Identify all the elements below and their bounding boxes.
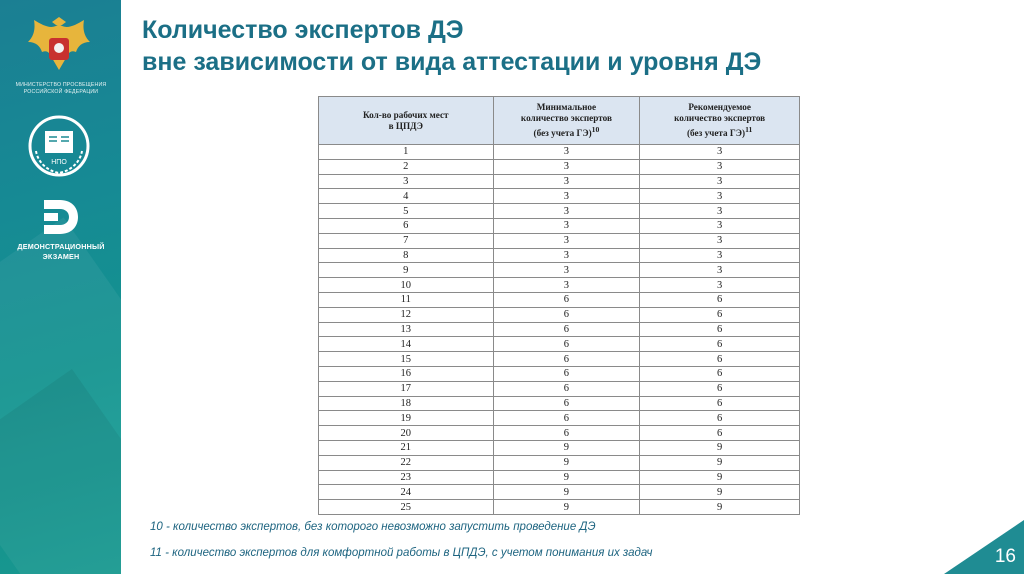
title-line: Количество экспертов ДЭ [142,16,464,44]
cell-min-experts: 3 [493,218,640,233]
table-row [319,248,800,263]
cell-min-experts: 3 [493,159,640,174]
cell-workplaces: 22 [319,455,494,470]
cell-min-experts: 3 [493,278,640,293]
ministry-line: МИНИСТЕРСТВО ПРОСВЕЩЕНИЯ [15,82,107,88]
table-row [319,159,800,174]
cell-workplaces: 1 [319,145,494,160]
cell-workplaces: 12 [319,307,494,322]
cell-recommended-experts: 9 [640,440,800,455]
cell-workplaces: 11 [319,292,494,307]
page-number: 16 [994,546,1016,567]
cell-workplaces: 24 [319,485,494,500]
experts-table-container [318,96,800,514]
header-min-experts: Минимальное количество экспертов (без учета ГЭ)$^{10}$ [493,97,640,145]
table-row [319,145,800,160]
cell-recommended-experts: 3 [640,233,800,248]
de-logo-icon [40,198,80,236]
footnote-11: 11 - количество экспертов для комфортной работы в ЦПДЭ, с учетом понимания их задач [150,547,653,559]
de-line: ЭКЗАМЕН [42,252,80,261]
cell-workplaces: 25 [319,500,494,515]
table-row [319,426,800,441]
cell-workplaces: 2 [319,159,494,174]
table-row [319,278,800,293]
cell-recommended-experts: 3 [640,248,800,263]
footnote-10: 10 - количество экспертов, без которого невозможно запустить проведение ДЭ [150,521,596,533]
table-row [319,500,800,515]
cell-workplaces: 18 [319,396,494,411]
footnotes [150,520,930,572]
cell-min-experts: 6 [493,381,640,396]
cell-workplaces: 13 [319,322,494,337]
table-row [319,337,800,352]
cell-recommended-experts: 9 [640,455,800,470]
cell-recommended-experts: 3 [640,278,800,293]
cell-min-experts: 6 [493,411,640,426]
cell-min-experts: 3 [493,189,640,204]
de-line: ДЕМОНСТРАЦИОННЫЙ [17,242,105,251]
table-row [319,352,800,367]
cell-workplaces: 14 [319,337,494,352]
table-row [319,470,800,485]
cell-workplaces: 10 [319,278,494,293]
cell-workplaces: 9 [319,263,494,278]
cell-recommended-experts: 9 [640,485,800,500]
cell-recommended-experts: 6 [640,426,800,441]
cell-min-experts: 6 [493,426,640,441]
table-row [319,263,800,278]
cell-recommended-experts: 3 [640,174,800,189]
cell-recommended-experts: 3 [640,204,800,219]
cell-recommended-experts: 9 [640,500,800,515]
cell-recommended-experts: 3 [640,218,800,233]
table-row [319,189,800,204]
cell-workplaces: 15 [319,352,494,367]
cell-min-experts: 6 [493,292,640,307]
cell-min-experts: 6 [493,396,640,411]
cell-min-experts: 9 [493,440,640,455]
title-line: вне зависимости от вида аттестации и уровня ДЭ [142,48,762,76]
cell-recommended-experts: 6 [640,396,800,411]
cell-min-experts: 9 [493,455,640,470]
table-row [319,292,800,307]
table-row [319,366,800,381]
cell-min-experts: 9 [493,470,640,485]
de-caption [4,242,118,262]
ministry-caption [4,82,118,95]
table-row [319,204,800,219]
cell-workplaces: 16 [319,366,494,381]
cell-workplaces: 17 [319,381,494,396]
cell-workplaces: 5 [319,204,494,219]
cell-workplaces: 20 [319,426,494,441]
cell-min-experts: 6 [493,337,640,352]
cell-min-experts: 3 [493,263,640,278]
cell-min-experts: 3 [493,248,640,263]
cell-min-experts: 9 [493,485,640,500]
table-row [319,218,800,233]
table-row [319,396,800,411]
table-body [319,145,800,515]
cell-min-experts: 3 [493,204,640,219]
ministry-line: РОССИЙСКОЙ ФЕДЕРАЦИИ [23,88,99,95]
cell-min-experts: 6 [493,352,640,367]
cell-recommended-experts: 6 [640,322,800,337]
cell-min-experts: 3 [493,233,640,248]
cell-recommended-experts: 6 [640,366,800,381]
table-header-row [319,97,800,145]
header-workplaces: Кол-во рабочих мест в ЦПДЭ [319,97,494,145]
cell-recommended-experts: 6 [640,411,800,426]
cell-recommended-experts: 6 [640,352,800,367]
table-row [319,233,800,248]
page-number-badge [944,520,1024,574]
table-row [319,322,800,337]
cell-min-experts: 9 [493,500,640,515]
cell-workplaces: 4 [319,189,494,204]
experts-table [318,96,800,515]
cell-min-experts: 6 [493,322,640,337]
cell-recommended-experts: 6 [640,307,800,322]
table-row [319,174,800,189]
slide-title [142,14,1002,78]
cell-workplaces: 19 [319,411,494,426]
cell-recommended-experts: 3 [640,159,800,174]
table-row [319,307,800,322]
npo-logo-icon [24,111,94,181]
npo-label: НПО [51,159,67,166]
cell-min-experts: 3 [493,145,640,160]
cell-recommended-experts: 6 [640,381,800,396]
cell-recommended-experts: 6 [640,337,800,352]
cell-min-experts: 6 [493,307,640,322]
header-recommended-experts: Рекомендуемое количество экспертов (без учета ГЭ)$^{11}$ [640,97,800,145]
sidebar [0,0,121,574]
cell-workplaces: 8 [319,248,494,263]
cell-workplaces: 7 [319,233,494,248]
table-row [319,440,800,455]
table-row [319,381,800,396]
cell-recommended-experts: 9 [640,470,800,485]
table-row [319,411,800,426]
coat-of-arms-icon [24,16,94,78]
cell-workplaces: 6 [319,218,494,233]
cell-recommended-experts: 3 [640,189,800,204]
cell-min-experts: 3 [493,174,640,189]
table-row [319,485,800,500]
cell-workplaces: 21 [319,440,494,455]
cell-recommended-experts: 3 [640,145,800,160]
cell-workplaces: 23 [319,470,494,485]
cell-min-experts: 6 [493,366,640,381]
cell-workplaces: 3 [319,174,494,189]
cell-recommended-experts: 6 [640,292,800,307]
table-row [319,455,800,470]
cell-recommended-experts: 3 [640,263,800,278]
